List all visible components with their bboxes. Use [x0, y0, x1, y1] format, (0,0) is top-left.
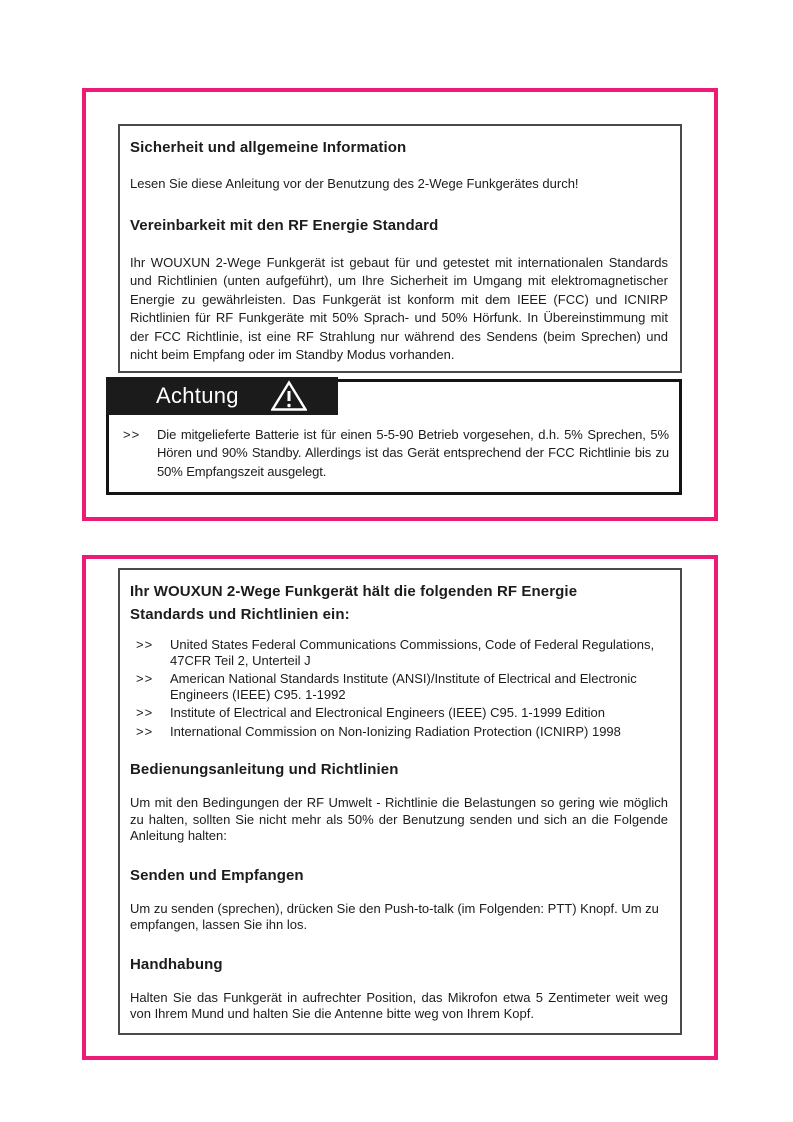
section-senden-empfangen: [130, 864, 668, 934]
list-item: [130, 724, 668, 740]
list-item: [130, 705, 668, 721]
read-instructions-note: Lesen Sie diese Anleitung vor der Benutzung des 2-Wege Funkgerätes durch!: [130, 176, 579, 191]
rf-standard-body: Ihr WOUXUN 2-Wege Funkgerät ist gebaut für und getestet mit internationalen Standards und Richtlinien (unten aufgeführt), um Ihre Sicherheit im Umgang mit elektromagnetischer Energie zu gewährleisten. Das Funkgerät ist konform mit dem IEEE (FCC) und ICNIRP Richtlinien für RF Funkgeräte mit 50% Sprach- und 50% Hörfunk. In Übereinstimmung mit der FCC Richtlinie, ist eine RF Strahlung nur während des Sendens (beim Sprechen) und nicht beim Empfang oder im Standby Modus vorhanden.: [130, 254, 668, 362]
list-bullet-marker: >>: [136, 637, 154, 652]
standards-panel: [82, 555, 718, 1060]
standards-title: Ihr WOUXUN 2-Wege Funkgerät hält die folgenden RF Energie Standards und Richtlinien ein:: [130, 583, 578, 623]
standards-list: [130, 637, 668, 739]
battery-warning-row: [109, 426, 679, 482]
section-body: Halten Sie das Funkgerät in aufrechter Position, das Mikrofon etwa 5 Zentimeter weit weg von Ihrem Mund und halten Sie die Antenne bitte weg von Ihrem Kopf.: [130, 989, 668, 1021]
list-bullet-marker: >>: [136, 723, 154, 739]
warning-bullet-marker: >>: [123, 426, 141, 442]
safety-content-box: [118, 124, 682, 373]
list-item: [130, 671, 668, 702]
list-item: [130, 637, 668, 668]
section-title: Handhabung: [130, 955, 223, 973]
battery-warning-text: Die mitgelieferte Batterie ist für einen 5-5-90 Betrieb vorgesehen, d.h. 5% Sprechen, 5% Hören und 90% Standby. Allerdings ist das Gerät entsprechend der FCC Richtlinie bis zu 50% Empfangszeit ausgelegt.: [157, 426, 669, 479]
standard-text: Institute of Electrical and Electronical Engineers (IEEE) C95. 1-1999 Edition: [170, 705, 606, 720]
section-bedienungsanleitung: [130, 758, 668, 845]
standard-text: United States Federal Communications Commissions, Code of Federal Regulations, 47CFR Teil 2, Unterteil J: [170, 637, 655, 668]
achtung-label: Achtung: [156, 382, 239, 408]
standard-text: International Commission on Non-Ionizing Radiation Protection (ICNIRP) 1998: [170, 723, 621, 739]
standards-content-box: [118, 568, 682, 1035]
section-handhabung: [130, 953, 668, 1023]
section-body: Um mit den Bedingungen der RF Umwelt - Richtlinie die Belastungen so gering wie möglich zu halten, sollten Sie nicht mehr als 50% der Benutzung senden und sich an die Folgende Anleitung halten:: [130, 795, 668, 843]
section-title: Bedienungsanleitung und Richtlinien: [130, 761, 399, 778]
safety-title: Sicherheit und allgemeine Information: [130, 139, 407, 156]
section-body: Um zu senden (sprechen), drücken Sie den Push-to-talk (im Folgenden: PTT) Knopf. Um zu empfangen, lassen Sie ihn los.: [130, 900, 659, 932]
safety-info-panel: [82, 88, 718, 521]
section-title: Senden und Empfangen: [130, 866, 304, 884]
standard-text: American National Standards Institute (ANSI)/Institute of Electrical and Electronic Engineers (IEEE) C95. 1-1992: [170, 671, 637, 702]
battery-warning-box: [106, 379, 682, 495]
list-bullet-marker: >>: [136, 671, 154, 686]
warning-triangle-icon: [271, 380, 307, 412]
achtung-banner: [106, 377, 338, 415]
list-bullet-marker: >>: [136, 705, 154, 720]
rf-standard-title: Vereinbarkeit mit den RF Energie Standard: [130, 216, 439, 234]
